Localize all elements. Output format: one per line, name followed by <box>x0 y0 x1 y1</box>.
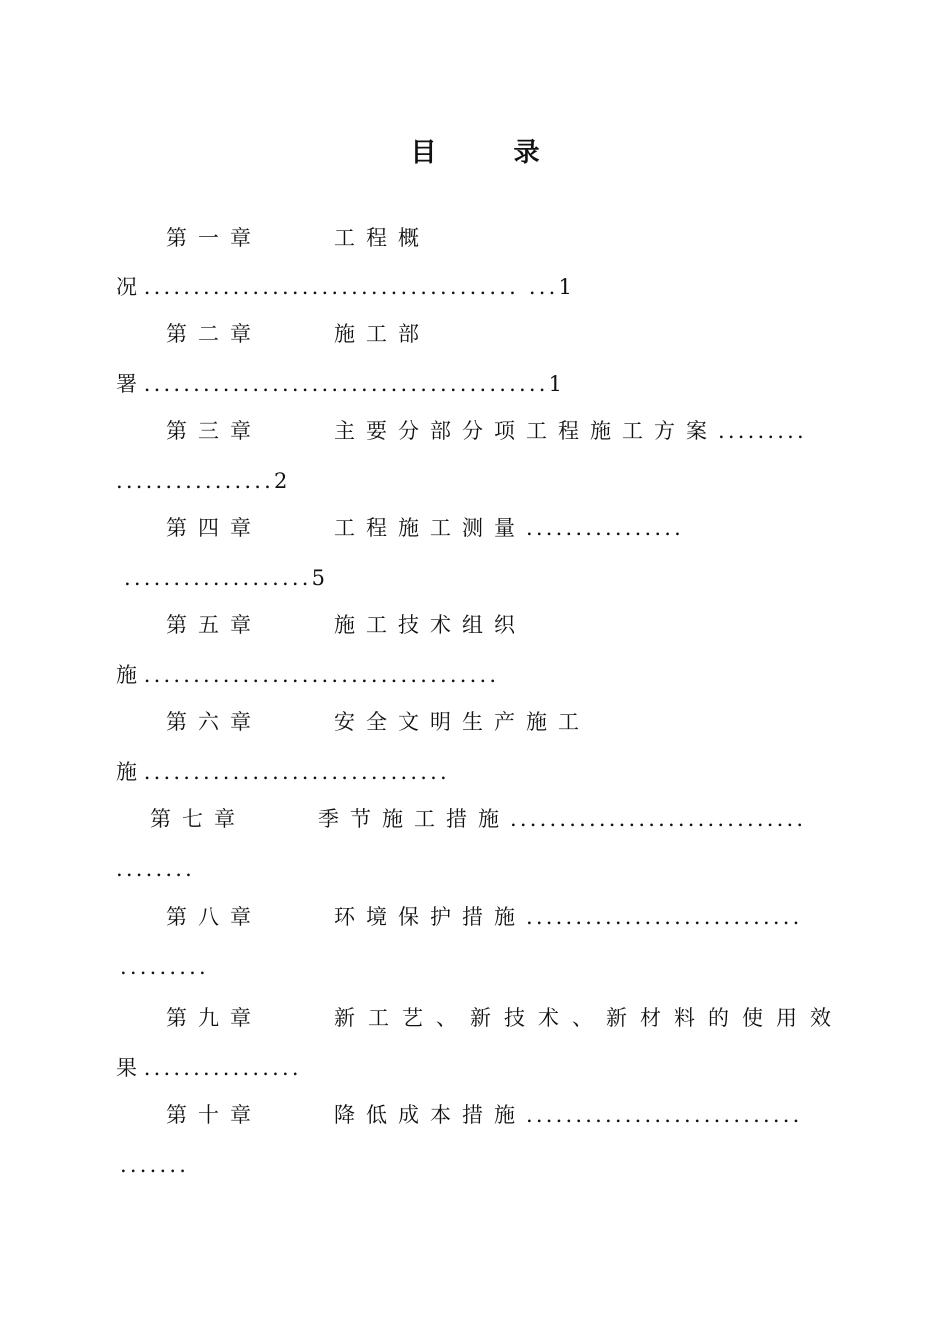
toc-entry-3-line-1 <box>166 417 807 445</box>
toc-page-number: 1 <box>558 275 572 299</box>
toc-entry-6-line-2 <box>116 758 450 786</box>
toc-chapter-title: 新工艺、新技术、新材料的使用效 <box>334 1006 844 1030</box>
toc-entry-6-line-1 <box>166 708 590 736</box>
toc-entry-2-line-1 <box>166 320 430 348</box>
toc-chapter-title: 工程概 <box>334 226 430 250</box>
toc-entry-7-line-1 <box>150 805 806 833</box>
toc-leader-dots: ................ <box>116 469 275 493</box>
toc-chapter-title: 安全文明生产施工 <box>334 710 590 734</box>
toc-entry-4-line-1 <box>166 514 684 542</box>
toc-leader-dots: ................... <box>124 566 312 590</box>
toc-chapter-label: 第七章 <box>150 807 246 831</box>
toc-entry-7-line-2 <box>116 855 195 883</box>
toc-chapter-label: 第一章 <box>166 226 262 250</box>
toc-leader-dots: ....... <box>120 1153 190 1177</box>
toc-entry-8-line-2 <box>120 953 209 981</box>
toc-chapter-title-cont: 果 <box>116 1056 137 1080</box>
toc-leader-dots: .................................... <box>143 663 500 687</box>
toc-chapter-label: 第十章 <box>166 1103 262 1127</box>
toc-chapter-label: 第二章 <box>166 322 262 346</box>
toc-page-number: 2 <box>274 469 288 493</box>
toc-chapter-label: 第五章 <box>166 613 262 637</box>
toc-chapter-title-cont: 施 <box>116 663 137 687</box>
toc-entry-3-line-2 <box>116 467 287 495</box>
toc-chapter-title: 施工部 <box>334 322 430 346</box>
toc-entry-5-line-1 <box>166 611 526 639</box>
toc-chapter-label: 第三章 <box>166 419 262 443</box>
toc-entry-4-line-2 <box>124 564 325 592</box>
page-title: 目 录 <box>410 138 574 168</box>
toc-chapter-title: 降低成本措施 <box>334 1103 526 1127</box>
toc-leader-dots: ......... <box>718 419 807 443</box>
toc-chapter-title: 施工技术组织 <box>334 613 526 637</box>
toc-leader-dots: .............................. <box>510 807 807 831</box>
toc-entry-10-line-1 <box>166 1101 803 1129</box>
toc-entry-2-line-2 <box>116 370 562 398</box>
toc-leader-dots: ................ <box>143 1056 302 1080</box>
toc-leader-dots: ......... <box>120 955 209 979</box>
toc-leader-dots: ...................................... ... <box>143 275 559 299</box>
toc-entry-5-line-2 <box>116 661 499 689</box>
toc-entry-8-line-1 <box>166 903 803 931</box>
toc-chapter-title-cont: 署 <box>116 372 137 396</box>
toc-leader-dots: ................ <box>526 516 685 540</box>
toc-leader-dots: ......................................... <box>143 372 549 396</box>
toc-chapter-title-cont: 施 <box>116 760 137 784</box>
toc-chapter-title: 季节施工措施 <box>318 807 510 831</box>
toc-chapter-title: 主要分部分项工程施工方案 <box>334 419 718 443</box>
toc-entry-9-line-2 <box>116 1054 302 1082</box>
toc-chapter-title-cont: 况 <box>116 275 137 299</box>
toc-chapter-title: 环境保护措施 <box>334 905 526 929</box>
toc-chapter-label: 第九章 <box>166 1006 262 1030</box>
toc-chapter-label: 第八章 <box>166 905 262 929</box>
toc-chapter-title: 工程施工测量 <box>334 516 526 540</box>
toc-entry-9-line-1 <box>166 1004 844 1032</box>
toc-chapter-label: 第六章 <box>166 710 262 734</box>
toc-page-number: 5 <box>311 566 326 590</box>
toc-leader-dots: ............................... <box>143 760 450 784</box>
toc-leader-dots: ............................ <box>526 905 803 929</box>
toc-leader-dots: ........ <box>116 857 196 881</box>
toc-entry-10-line-2 <box>120 1151 189 1179</box>
toc-page-number: 1 <box>548 372 562 396</box>
toc-leader-dots: ............................ <box>526 1103 803 1127</box>
toc-entry-1-line-1 <box>166 224 430 252</box>
toc-entry-1-line-2 <box>116 273 572 301</box>
toc-chapter-label: 第四章 <box>166 516 262 540</box>
